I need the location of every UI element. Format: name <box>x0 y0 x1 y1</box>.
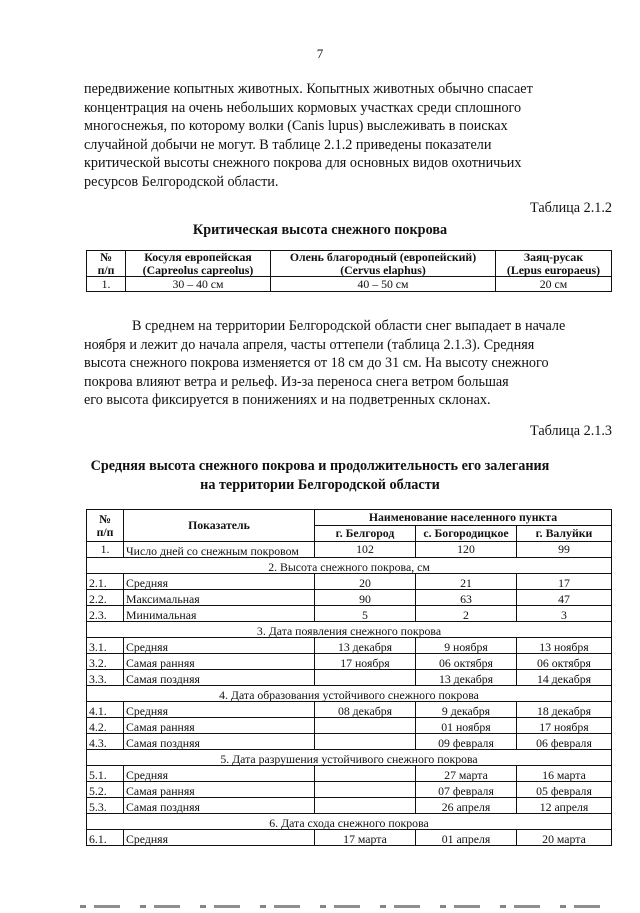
table-cell: 13 декабря <box>315 638 416 654</box>
table-cell <box>315 798 416 814</box>
section-row <box>87 750 612 766</box>
section-row <box>87 558 612 574</box>
table-cell: 20 марта <box>517 830 612 846</box>
table-row <box>87 718 612 734</box>
section-title: 5. Дата разрушения устойчивого снежного покрова <box>87 750 612 766</box>
table-cell: 26 апреля <box>416 798 517 814</box>
table-cell: 06 октября <box>416 654 517 670</box>
table-cell: Средняя <box>124 574 315 590</box>
table-cell: 01 апреля <box>416 830 517 846</box>
table-cell: Самая поздняя <box>124 670 315 686</box>
snow-cover-table <box>86 509 612 846</box>
table-cell: 17 ноября <box>315 654 416 670</box>
table-cell: 3 <box>517 606 612 622</box>
scan-artifact <box>80 905 620 908</box>
header-cell: с. Богородицкое <box>416 526 517 542</box>
paragraph-line: критической высоты снежного покрова для основных видов охотничьих <box>84 155 522 171</box>
section-title: 6. Дата схода снежного покрова <box>87 814 612 830</box>
section-row <box>87 622 612 638</box>
table-cell <box>315 766 416 782</box>
table-cell: 06 февраля <box>517 734 612 750</box>
table-cell: Число дней со снежным покровом <box>124 542 315 558</box>
paragraph-line: его высота фиксируется в понижениях и на подветренных склонах. <box>84 392 491 408</box>
table-row <box>87 798 612 814</box>
table-cell: Средняя <box>124 702 315 718</box>
table-cell: 5.3. <box>87 798 124 814</box>
table-cell: 9 декабря <box>416 702 517 718</box>
table-cell: 3.1. <box>87 638 124 654</box>
table-cell: 4.2. <box>87 718 124 734</box>
table-cell <box>315 718 416 734</box>
table-cell: 4.1. <box>87 702 124 718</box>
header-cell: г. Белгород <box>315 526 416 542</box>
table-cell: 09 февраля <box>416 734 517 750</box>
table-cell: 20 см <box>496 277 612 292</box>
table-cell: 3.3. <box>87 670 124 686</box>
table-cell: 5.2. <box>87 782 124 798</box>
table-row <box>87 277 612 292</box>
table-cell: Самая ранняя <box>124 654 315 670</box>
table-cell: 30 – 40 см <box>126 277 271 292</box>
paragraph-line: многоснежья, по которому волки (Canis lupus) выслеживать в поисках <box>84 118 508 134</box>
table-cell: Самая поздняя <box>124 798 315 814</box>
page-number: 7 <box>316 46 324 61</box>
table-cell: 07 февраля <box>416 782 517 798</box>
table-row <box>87 734 612 750</box>
table-cell: 2.1. <box>87 574 124 590</box>
header-cell: Олень благородный (европейский) (Cervus elaphus) <box>271 251 496 277</box>
section-row <box>87 814 612 830</box>
table-cell: 13 декабря <box>416 670 517 686</box>
table-row <box>87 830 612 846</box>
table-title: Средняя высота снежного покрова и продолжительность его залегания <box>90 458 550 474</box>
table-cell: 40 – 50 см <box>271 277 496 292</box>
paragraph-line: концентрация на очень небольших кормовых участках среди сплошного <box>84 99 522 116</box>
table-row <box>87 542 612 558</box>
table-cell: 16 марта <box>517 766 612 782</box>
paragraph-line: случайной добычи не могут. В таблице 2.1.2 приведены показатели <box>84 136 492 153</box>
table-cell: Самая ранняя <box>124 782 315 798</box>
table-cell: 27 марта <box>416 766 517 782</box>
table-cell: 21 <box>416 574 517 590</box>
table-cell: 47 <box>517 590 612 606</box>
table-cell: 18 декабря <box>517 702 612 718</box>
table-row <box>87 766 612 782</box>
table-cell: 08 декабря <box>315 702 416 718</box>
table-cell: 4.3. <box>87 734 124 750</box>
table-cell: 14 декабря <box>517 670 612 686</box>
header-cell: № п/п <box>87 251 126 277</box>
table-row <box>87 590 612 606</box>
table-cell: 20 <box>315 574 416 590</box>
table-cell: 9 ноября <box>416 638 517 654</box>
table-cell: Самая поздняя <box>124 734 315 750</box>
paragraph-2 <box>84 317 612 410</box>
table-row <box>87 574 612 590</box>
table-subtitle: на территории Белгородской области <box>200 477 440 493</box>
table-row <box>87 638 612 654</box>
table-cell: 63 <box>416 590 517 606</box>
table-row <box>87 606 612 622</box>
table-cell: Максимальная <box>124 590 315 606</box>
table-cell: 3.2. <box>87 654 124 670</box>
paragraph-1 <box>84 80 612 191</box>
table-caption: Таблица 2.1.3 <box>530 423 612 439</box>
table-cell <box>315 670 416 686</box>
header-cell: Заяц-русак (Lepus europaeus) <box>496 251 612 277</box>
section-title: 3. Дата появления снежного покрова <box>87 622 612 638</box>
table-cell: Самая ранняя <box>124 718 315 734</box>
paragraph-line: передвижение копытных животных. Копытных животных обычно спасает <box>84 81 533 97</box>
table-cell: Средняя <box>124 638 315 654</box>
header-cell: г. Валуйки <box>517 526 612 542</box>
table-cell <box>315 782 416 798</box>
table-title: Критическая высота снежного покрова <box>192 222 448 238</box>
paragraph-line: ресурсов Белгородской области. <box>84 173 279 190</box>
table-cell: 13 ноября <box>517 638 612 654</box>
table-cell: 1. <box>87 542 124 558</box>
table-cell: Средняя <box>124 830 315 846</box>
table-cell: 17 <box>517 574 612 590</box>
table-cell: 99 <box>517 542 612 558</box>
header-cell: Показатель <box>124 510 315 542</box>
paragraph-line: В среднем на территории Белгородской области снег выпадает в начале <box>132 318 566 334</box>
paragraph-line: высота снежного покрова изменяется от 18 см до 31 см. На высоту снежного <box>84 355 549 371</box>
table-cell: Средняя <box>124 766 315 782</box>
table-cell: 17 марта <box>315 830 416 846</box>
paragraph-line: покрова влияют ветра и рельеф. Из-за переноса снега ветром большая <box>84 373 509 390</box>
header-cell: Косуля европейская (Capreolus capreolus) <box>126 251 271 277</box>
table-cell: 90 <box>315 590 416 606</box>
table-cell: 2.2. <box>87 590 124 606</box>
table-cell: 2.3. <box>87 606 124 622</box>
table-cell: 12 апреля <box>517 798 612 814</box>
table-cell: 5.1. <box>87 766 124 782</box>
table-caption: Таблица 2.1.2 <box>530 200 612 216</box>
table-cell: 6.1. <box>87 830 124 846</box>
header-cell: Наименование населенного пункта <box>315 510 612 526</box>
table-cell: Минимальная <box>124 606 315 622</box>
paragraph-line: ноября и лежит до начала апреля, часты оттепели (таблица 2.1.3). Средняя <box>84 336 535 353</box>
table-cell: 120 <box>416 542 517 558</box>
table-cell: 06 октября <box>517 654 612 670</box>
table-row <box>87 654 612 670</box>
table-cell: 1. <box>87 277 126 292</box>
table-cell: 05 февраля <box>517 782 612 798</box>
table-cell: 5 <box>315 606 416 622</box>
table-cell <box>315 734 416 750</box>
header-cell: № п/п <box>87 510 124 542</box>
section-row <box>87 686 612 702</box>
table-cell: 17 ноября <box>517 718 612 734</box>
table-cell: 102 <box>315 542 416 558</box>
section-title: 4. Дата образования устойчивого снежного покрова <box>87 686 612 702</box>
table-row <box>87 702 612 718</box>
table-row <box>87 670 612 686</box>
table-row <box>87 782 612 798</box>
table-cell: 01 ноября <box>416 718 517 734</box>
table-cell: 2 <box>416 606 517 622</box>
critical-snow-table <box>86 250 612 292</box>
section-title: 2. Высота снежного покрова, см <box>87 558 612 574</box>
